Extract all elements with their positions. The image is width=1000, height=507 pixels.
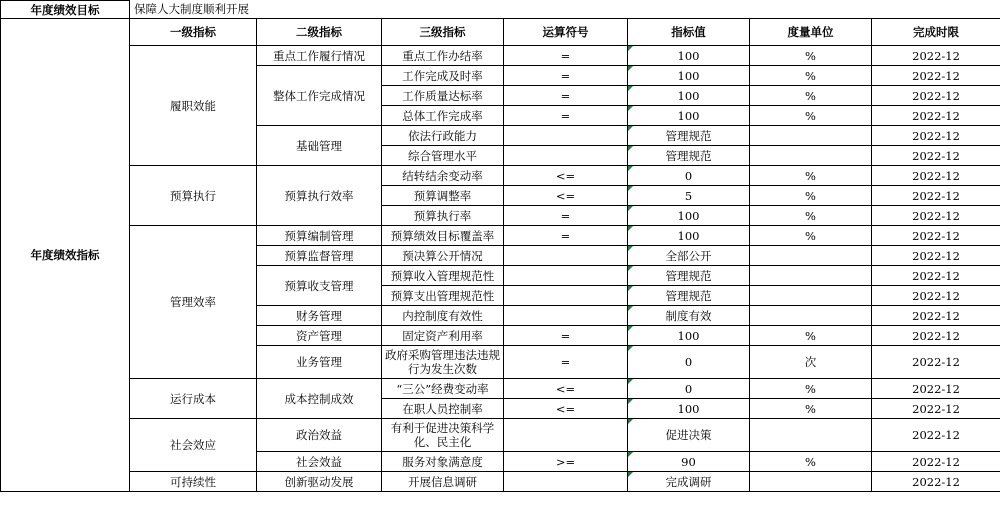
level3-cell: 政府采购管理违法违规行为发生次数 bbox=[382, 346, 504, 379]
deadline-cell: 2022-12 bbox=[872, 146, 1000, 166]
level1-cell: 可持续性 bbox=[130, 472, 257, 492]
operator-cell bbox=[504, 286, 628, 306]
level3-cell: 工作质量达标率 bbox=[382, 86, 504, 106]
unit-cell: % bbox=[750, 46, 872, 66]
value-cell: 全部公开 bbox=[628, 246, 750, 266]
operator-cell: = bbox=[504, 106, 628, 126]
unit-cell bbox=[750, 472, 872, 492]
indicator-label: 年度绩效指标 bbox=[1, 19, 130, 492]
level3-cell: 依法行政能力 bbox=[382, 126, 504, 146]
level3-cell: 预算支出管理规范性 bbox=[382, 286, 504, 306]
operator-cell: = bbox=[504, 206, 628, 226]
level2-cell: 预算收支管理 bbox=[257, 266, 382, 306]
operator-cell: <= bbox=[504, 166, 628, 186]
operator-cell: = bbox=[504, 226, 628, 246]
goal-label: 年度绩效目标 bbox=[1, 1, 130, 19]
unit-cell: % bbox=[750, 399, 872, 419]
unit-cell: % bbox=[750, 206, 872, 226]
operator-cell bbox=[504, 306, 628, 326]
value-cell: 100 bbox=[628, 106, 750, 126]
table-row bbox=[1, 379, 1000, 399]
level3-cell: 综合管理水平 bbox=[382, 146, 504, 166]
table-row bbox=[1, 166, 1000, 186]
level3-cell: 重点工作办结率 bbox=[382, 46, 504, 66]
value-cell: 管理规范 bbox=[628, 126, 750, 146]
level1-cell: 预算执行 bbox=[130, 166, 257, 226]
deadline-cell: 2022-12 bbox=[872, 306, 1000, 326]
unit-cell bbox=[750, 146, 872, 166]
deadline-cell: 2022-12 bbox=[872, 66, 1000, 86]
level1-cell: 管理效率 bbox=[130, 226, 257, 379]
deadline-cell: 2022-12 bbox=[872, 86, 1000, 106]
goal-text: 保障人大制度顺利开展 bbox=[130, 1, 1000, 19]
level2-cell: 业务管理 bbox=[257, 346, 382, 379]
level2-cell: 整体工作完成情况 bbox=[257, 66, 382, 126]
level2-cell: 财务管理 bbox=[257, 306, 382, 326]
col-header-operator: 运算符号 bbox=[504, 19, 628, 46]
value-cell: 管理规范 bbox=[628, 286, 750, 306]
deadline-cell: 2022-12 bbox=[872, 126, 1000, 146]
operator-cell bbox=[504, 266, 628, 286]
operator-cell bbox=[504, 472, 628, 492]
table-row bbox=[1, 226, 1000, 246]
level3-cell: 总体工作完成率 bbox=[382, 106, 504, 126]
deadline-cell: 2022-12 bbox=[872, 419, 1000, 452]
operator-cell: = bbox=[504, 86, 628, 106]
deadline-cell: 2022-12 bbox=[872, 46, 1000, 66]
unit-cell: % bbox=[750, 86, 872, 106]
level2-cell: 社会效益 bbox=[257, 452, 382, 472]
value-cell: 0 bbox=[628, 379, 750, 399]
deadline-cell: 2022-12 bbox=[872, 226, 1000, 246]
value-cell: 制度有效 bbox=[628, 306, 750, 326]
value-cell: 90 bbox=[628, 452, 750, 472]
level3-cell: 服务对象满意度 bbox=[382, 452, 504, 472]
operator-cell: = bbox=[504, 326, 628, 346]
deadline-cell: 2022-12 bbox=[872, 186, 1000, 206]
level3-cell: 预算调整率 bbox=[382, 186, 504, 206]
value-cell: 0 bbox=[628, 166, 750, 186]
deadline-cell: 2022-12 bbox=[872, 379, 1000, 399]
level3-cell: 预决算公开情况 bbox=[382, 246, 504, 266]
value-cell: 管理规范 bbox=[628, 146, 750, 166]
value-cell: 管理规范 bbox=[628, 266, 750, 286]
level3-cell: 工作完成及时率 bbox=[382, 66, 504, 86]
value-cell: 100 bbox=[628, 86, 750, 106]
unit-cell: % bbox=[750, 379, 872, 399]
level2-cell: 预算监督管理 bbox=[257, 246, 382, 266]
level2-cell: 重点工作履行情况 bbox=[257, 46, 382, 66]
level3-cell: “三公”经费变动率 bbox=[382, 379, 504, 399]
operator-cell: >= bbox=[504, 452, 628, 472]
unit-cell bbox=[750, 306, 872, 326]
value-cell: 100 bbox=[628, 226, 750, 246]
deadline-cell: 2022-12 bbox=[872, 266, 1000, 286]
deadline-cell: 2022-12 bbox=[872, 206, 1000, 226]
unit-cell: % bbox=[750, 66, 872, 86]
value-cell: 完成调研 bbox=[628, 472, 750, 492]
table-row bbox=[1, 46, 1000, 66]
unit-cell bbox=[750, 126, 872, 146]
level3-cell: 预算收入管理规范性 bbox=[382, 266, 504, 286]
level3-cell: 开展信息调研 bbox=[382, 472, 504, 492]
col-header-deadline: 完成时限 bbox=[872, 19, 1000, 46]
level2-cell: 预算执行效率 bbox=[257, 166, 382, 226]
operator-cell: = bbox=[504, 46, 628, 66]
unit-cell: 次 bbox=[750, 346, 872, 379]
level3-cell: 内控制度有效性 bbox=[382, 306, 504, 326]
value-cell: 100 bbox=[628, 46, 750, 66]
value-cell: 100 bbox=[628, 399, 750, 419]
operator-cell bbox=[504, 246, 628, 266]
unit-cell bbox=[750, 246, 872, 266]
value-cell: 100 bbox=[628, 326, 750, 346]
operator-cell: <= bbox=[504, 186, 628, 206]
level2-cell: 成本控制成效 bbox=[257, 379, 382, 419]
unit-cell: % bbox=[750, 226, 872, 246]
operator-cell bbox=[504, 146, 628, 166]
value-cell: 100 bbox=[628, 206, 750, 226]
table-row bbox=[1, 472, 1000, 492]
col-header-value: 指标值 bbox=[628, 19, 750, 46]
deadline-cell: 2022-12 bbox=[872, 472, 1000, 492]
col-header-level3: 三级指标 bbox=[382, 19, 504, 46]
operator-cell: <= bbox=[504, 379, 628, 399]
unit-cell bbox=[750, 286, 872, 306]
deadline-cell: 2022-12 bbox=[872, 246, 1000, 266]
table-row bbox=[1, 419, 1000, 452]
level3-cell: 有利于促进决策科学化、民主化 bbox=[382, 419, 504, 452]
deadline-cell: 2022-12 bbox=[872, 346, 1000, 379]
level3-cell: 预算执行率 bbox=[382, 206, 504, 226]
unit-cell: % bbox=[750, 186, 872, 206]
unit-cell: % bbox=[750, 106, 872, 126]
level3-cell: 固定资产利用率 bbox=[382, 326, 504, 346]
level2-cell: 政治效益 bbox=[257, 419, 382, 452]
unit-cell bbox=[750, 266, 872, 286]
value-cell: 0 bbox=[628, 346, 750, 379]
level1-cell: 履职效能 bbox=[130, 46, 257, 166]
operator-cell: = bbox=[504, 66, 628, 86]
deadline-cell: 2022-12 bbox=[872, 286, 1000, 306]
level3-cell: 在职人员控制率 bbox=[382, 399, 504, 419]
deadline-cell: 2022-12 bbox=[872, 326, 1000, 346]
col-header-level2: 二级指标 bbox=[257, 19, 382, 46]
deadline-cell: 2022-12 bbox=[872, 166, 1000, 186]
deadline-cell: 2022-12 bbox=[872, 399, 1000, 419]
level1-cell: 社会效应 bbox=[130, 419, 257, 472]
operator-cell: <= bbox=[504, 399, 628, 419]
unit-cell: % bbox=[750, 326, 872, 346]
value-cell: 5 bbox=[628, 186, 750, 206]
operator-cell bbox=[504, 419, 628, 452]
value-cell: 促进决策 bbox=[628, 419, 750, 452]
unit-cell: % bbox=[750, 452, 872, 472]
deadline-cell: 2022-12 bbox=[872, 452, 1000, 472]
value-cell: 100 bbox=[628, 66, 750, 86]
unit-cell bbox=[750, 419, 872, 452]
unit-cell: % bbox=[750, 166, 872, 186]
level2-cell: 预算编制管理 bbox=[257, 226, 382, 246]
level1-cell: 运行成本 bbox=[130, 379, 257, 419]
operator-cell bbox=[504, 126, 628, 146]
level2-cell: 基础管理 bbox=[257, 126, 382, 166]
col-header-unit: 度量单位 bbox=[750, 19, 872, 46]
level2-cell: 创新驱动发展 bbox=[257, 472, 382, 492]
col-header-level1: 一级指标 bbox=[130, 19, 257, 46]
level3-cell: 预算绩效目标覆盖率 bbox=[382, 226, 504, 246]
operator-cell: = bbox=[504, 346, 628, 379]
level3-cell: 结转结余变动率 bbox=[382, 166, 504, 186]
deadline-cell: 2022-12 bbox=[872, 106, 1000, 126]
level2-cell: 资产管理 bbox=[257, 326, 382, 346]
